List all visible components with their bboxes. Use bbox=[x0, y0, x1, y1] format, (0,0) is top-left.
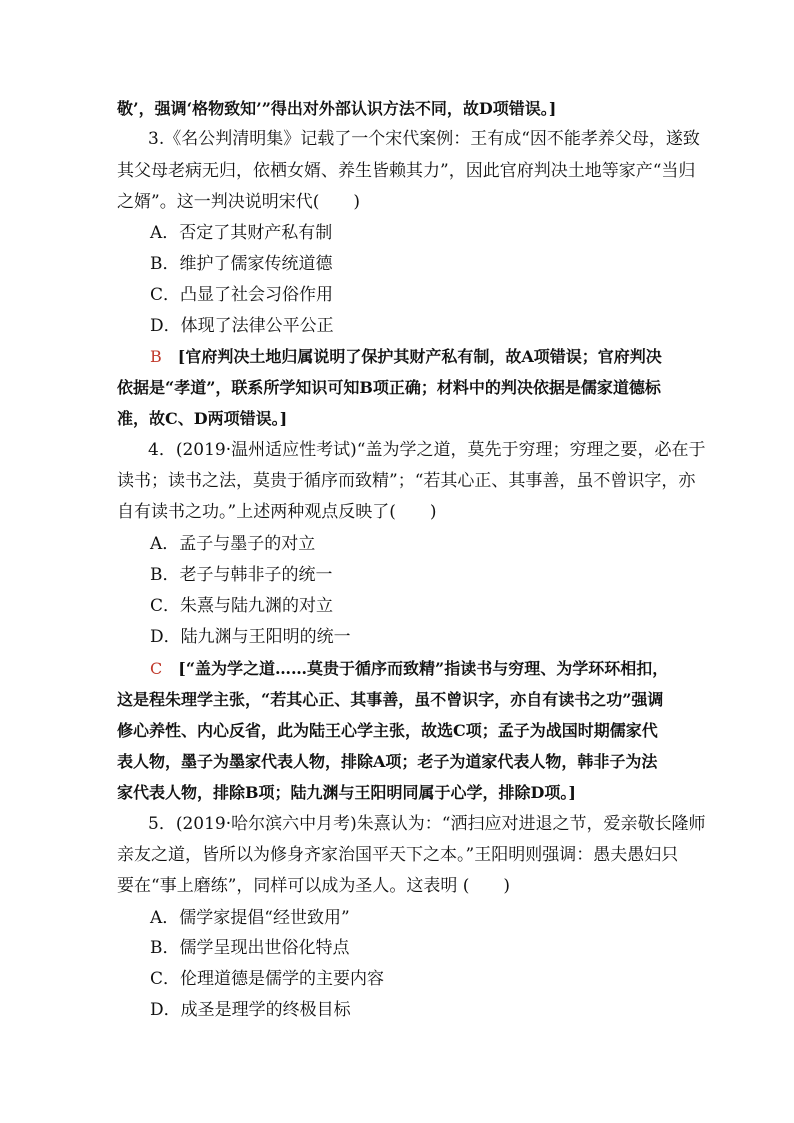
explanation-line bbox=[117, 404, 754, 434]
answer-letter: B bbox=[150, 347, 162, 366]
answer-letter: C bbox=[150, 659, 163, 678]
line-text: [官府判决土地归属说明了保护其财产私有制，故A项错误；官府判决 bbox=[177, 347, 662, 366]
line-text: 依据是“孝道”，联系所学知识可知B项正确；材料中的判决依据是儒家道德标 bbox=[117, 378, 661, 397]
line-text: C．伦理道德是儒学的主要内容 bbox=[150, 969, 385, 989]
line-text: A．孟子与墨子的对立 bbox=[150, 534, 316, 554]
line-text: 3.《名公判清明集》记载了一个宋代案例：王有成“因不能孝养父母，遂致 bbox=[148, 129, 700, 149]
line-text: D．成圣是理学的终极目标 bbox=[150, 1000, 351, 1020]
option-line bbox=[150, 622, 754, 652]
spacer bbox=[162, 659, 178, 678]
line-text: B．维护了儒家传统道德 bbox=[150, 254, 333, 274]
line-text: 表人物，墨子为墨家代表人物，排除A项；老子为道家代表人物，韩非子为法 bbox=[117, 752, 658, 771]
line-text: 要在“事上磨练”，同样可以成为圣人。这表明 ( ) bbox=[117, 876, 511, 896]
line-text: 自有读书之功。”上述两种观点反映了( ) bbox=[117, 502, 437, 522]
explanation-line bbox=[150, 654, 754, 684]
line-text: 5．(2019·哈尔滨六中月考)朱熹认为：“洒扫应对进退之节，爱亲敬长隆师 bbox=[148, 814, 706, 834]
question-line bbox=[117, 156, 754, 186]
explanation-line bbox=[117, 778, 754, 808]
option-line bbox=[150, 280, 754, 310]
line-text: 这是程朱理学主张，“若其心正、其事善，虽不曾识字，亦自有读书之功”强调 bbox=[117, 690, 664, 709]
line-text: 其父母老病无归，依栖女婿、养生皆赖其力”，因此官府判决土地等家产“当归 bbox=[117, 161, 696, 181]
option-line bbox=[150, 933, 754, 963]
question-line bbox=[117, 871, 754, 901]
line-text: 敬’，强调‘格物致知’”得出对外部认识方法不同，故D项错误。] bbox=[117, 99, 557, 118]
line-text: 之婿”。这一判决说明宋代( ) bbox=[117, 192, 360, 212]
option-line bbox=[150, 964, 754, 994]
line-text: D．陆九渊与王阳明的统一 bbox=[150, 627, 351, 647]
line-text: B．儒学呈现出世俗化特点 bbox=[150, 938, 350, 958]
line-text: 4．(2019·温州适应性考试)“盖为学之道，莫先于穷理；穷理之要，必在于 bbox=[148, 440, 706, 460]
question-line bbox=[148, 435, 754, 465]
line-text: C．凸显了社会习俗作用 bbox=[150, 285, 334, 305]
question-line bbox=[148, 124, 754, 154]
line-text: [“盖为学之道……莫贵于循序而致精”指读书与穷理、为学环环相扣， bbox=[178, 659, 669, 678]
line-text: A．儒学家提倡“经世致用” bbox=[150, 908, 350, 928]
option-line bbox=[150, 560, 754, 590]
line-text: D．体现了法律公平公正 bbox=[150, 316, 334, 336]
question-line bbox=[117, 840, 754, 870]
explanation-line bbox=[117, 716, 754, 746]
line-text: B．老子与韩非子的统一 bbox=[150, 565, 333, 585]
explanation-line bbox=[117, 747, 754, 777]
option-line bbox=[150, 249, 754, 279]
line-text: 读书；读书之法，莫贵于循序而致精”；“若其心正、其事善，虽不曾识字，亦 bbox=[117, 471, 696, 491]
line-text: C．朱熹与陆九渊的对立 bbox=[150, 596, 334, 616]
option-line bbox=[150, 529, 754, 559]
option-line bbox=[150, 995, 754, 1025]
question-line bbox=[117, 466, 754, 496]
line-text: 亲友之道，皆所以为修身齐家治国平天下之本。”王阳明则强调：愚夫愚妇只 bbox=[117, 845, 679, 865]
question-line bbox=[117, 497, 754, 527]
explanation-line bbox=[150, 342, 754, 372]
line-text: A．否定了其财产私有制 bbox=[150, 223, 333, 243]
line-text: 准，故C、D两项错误。] bbox=[117, 409, 288, 428]
line-text: 修心养性、内心反省，此为陆王心学主张，故选C项；孟子为战国时期儒家代 bbox=[117, 721, 658, 740]
option-line bbox=[150, 591, 754, 621]
option-line bbox=[150, 903, 754, 933]
question-line bbox=[148, 809, 754, 839]
line-text: 家代表人物，排除B项；陆九渊与王阳明同属于心学，排除D项。] bbox=[117, 783, 576, 802]
explanation-line bbox=[117, 685, 754, 715]
explanation-line bbox=[117, 94, 754, 124]
explanation-line bbox=[117, 373, 754, 403]
option-line bbox=[150, 218, 754, 248]
option-line bbox=[150, 311, 754, 341]
question-line bbox=[117, 187, 754, 217]
spacer bbox=[162, 347, 178, 366]
